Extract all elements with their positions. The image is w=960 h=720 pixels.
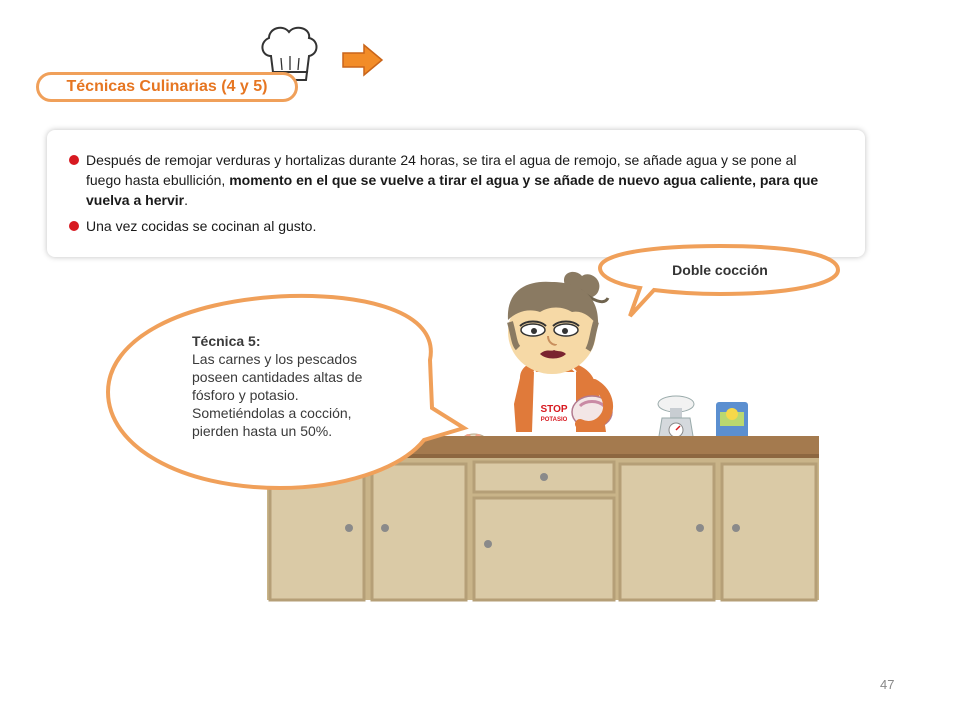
apron-stop-text: STOP (540, 404, 568, 415)
page-number: 47 (880, 677, 895, 692)
paragraph-1-end: . (184, 192, 188, 208)
bubble-right-text: Doble cocción (672, 262, 768, 278)
bubble-left-content (192, 332, 392, 440)
apron-potasio-text: POTASIO (540, 417, 568, 423)
page-title: Técnicas Culinarias (4 y 5) (66, 78, 268, 95)
paragraph-1-bold: momento en el que se vuelve a tirar el agua y se añade de nuevo agua caliente, para que vuelva a hervir (86, 172, 819, 208)
bubble-left-title: Técnica 5: (192, 333, 261, 349)
paragraph-2: Una vez cocidas se cocinan al gusto. (86, 218, 317, 234)
kitchen-scale (658, 396, 694, 442)
paragraph-1-text: Después de remojar verduras y hortalizas durante 24 horas, se tira el agua de remojo, se añade agua y se pone al fuego hasta ebullición, (86, 152, 797, 188)
speech-bubble-right (600, 246, 838, 316)
bubble-left-text: Las carnes y los pescados poseen cantidades altas de fósforo y potasio. Sometiéndolas a cocción, pierden hasta un 50%. (192, 351, 363, 439)
